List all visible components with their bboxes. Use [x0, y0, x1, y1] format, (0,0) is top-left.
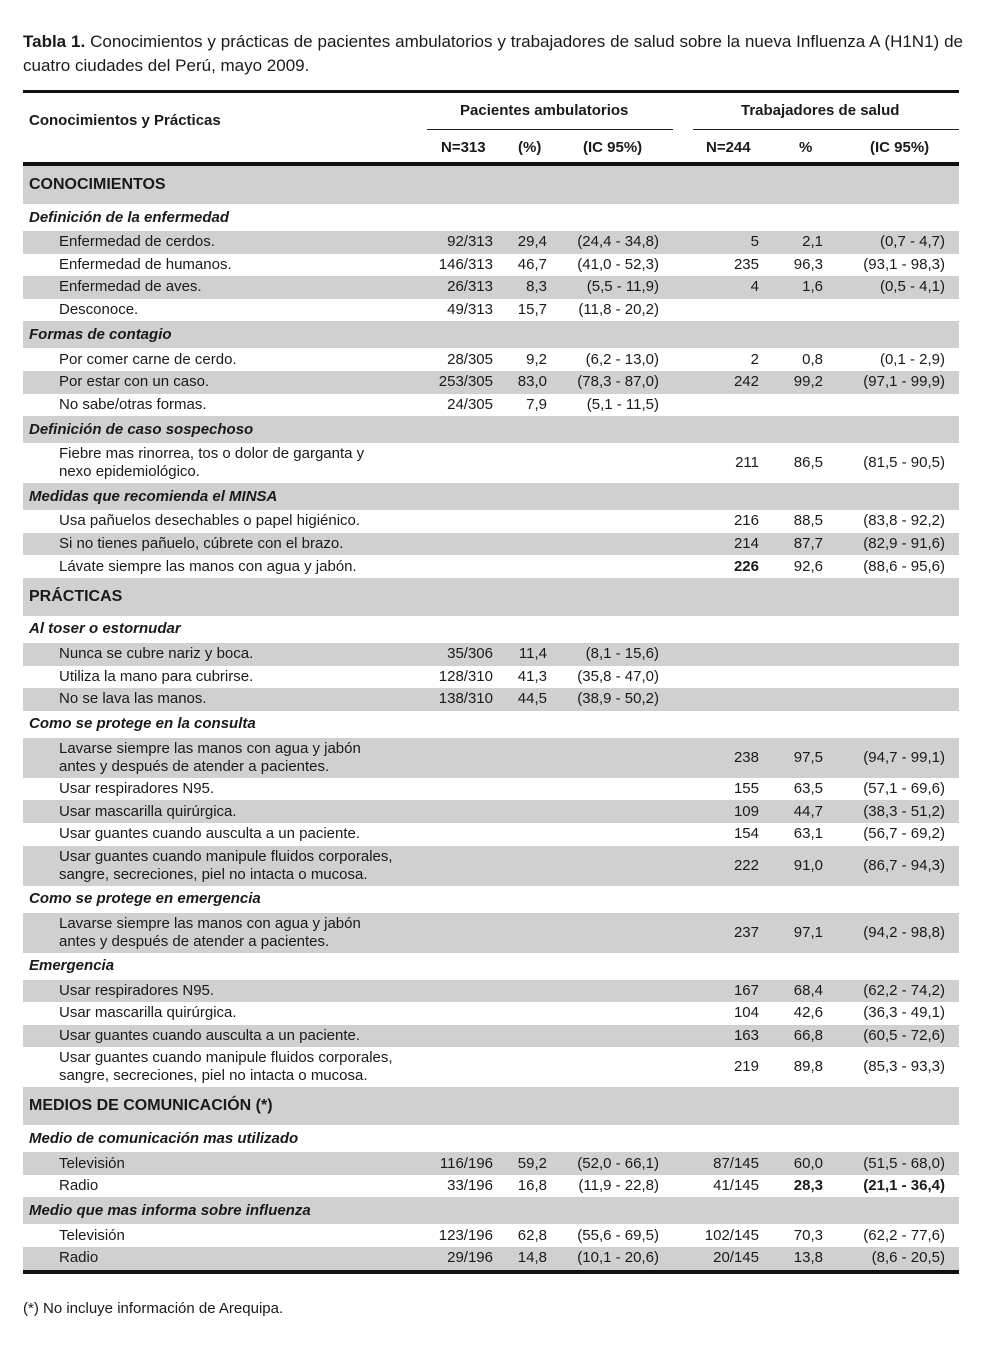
cell-ci-patients: (55,6 - 69,5)	[577, 1226, 659, 1244]
table-body	[23, 166, 959, 1270]
cell-ci-workers: (85,3 - 93,3)	[863, 1058, 945, 1076]
table-row	[23, 231, 959, 254]
row-label: Utiliza la mano para cubrirse.	[59, 667, 254, 685]
subsection-row	[23, 953, 959, 980]
cell-ci-workers: (51,5 - 68,0)	[863, 1154, 945, 1172]
cell-n-workers: 242	[733, 373, 759, 391]
row-label: Televisión	[59, 1154, 125, 1172]
section-label: MEDIOS DE COMUNICACIÓN (*)	[29, 1097, 273, 1115]
cell-n-patients: 123/196	[438, 1226, 493, 1244]
row-label: Usar respiradores N95.	[59, 981, 215, 999]
cell-pct-workers: 88,5	[793, 512, 823, 530]
cell-n-workers: 104	[733, 1004, 759, 1022]
cell-n-patients: 35/306	[447, 645, 493, 663]
caption-text: Conocimientos y prácticas de pacientes ambulatorios y trabajadores de salud sobre la nueva Influenza A (H1N1) de cuatro ciudades del Perú, mayo 2009.	[23, 32, 963, 75]
table-row	[23, 1025, 959, 1048]
cell-pct-workers: 87,7	[793, 535, 823, 553]
cell-n-workers: 238	[733, 748, 759, 766]
cell-ci-patients: (8,1 - 15,6)	[585, 645, 659, 663]
cell-pct-workers: 13,8	[793, 1249, 823, 1267]
row-label: No sabe/otras formas.	[59, 395, 207, 413]
cell-ci-workers: (21,1 - 36,4)	[863, 1177, 945, 1195]
subsection-label: Como se protege en emergencia	[29, 890, 261, 907]
row-label: No se lava las manos.	[59, 690, 207, 708]
table-row	[23, 666, 959, 689]
cell-ci-workers: (0,1 - 2,9)	[879, 350, 945, 368]
cell-n-workers: 235	[733, 255, 759, 273]
row-label: Radio	[59, 1249, 99, 1267]
cell-n-patients: 146/313	[438, 255, 493, 273]
subsection-row	[23, 416, 959, 443]
col-header-pct-workers: %	[799, 139, 813, 156]
section-label: CONOCIMIENTOS	[29, 176, 166, 193]
cell-n-patients: 116/196	[439, 1154, 493, 1172]
cell-ci-workers: (83,8 - 92,2)	[863, 512, 945, 530]
cell-pct-workers: 96,3	[793, 255, 823, 273]
row-label: Usar guantes cuando manipule fluidos corporales, sangre, secreciones, piel no intacta o mucosa.	[59, 1049, 393, 1085]
table-row	[23, 688, 959, 711]
cell-ci-workers: (97,1 - 99,9)	[863, 373, 945, 391]
table-row	[23, 823, 959, 846]
cell-pct-workers: 44,7	[793, 802, 823, 820]
col-header-ci-patients: (IC 95%)	[583, 139, 643, 156]
row-label: Usa pañuelos desechables o papel higiénico.	[59, 512, 361, 530]
cell-ci-workers: (94,2 - 98,8)	[863, 923, 945, 941]
cell-n-workers: 41/145	[713, 1177, 759, 1195]
col-header-n-patients: N=313	[441, 139, 486, 156]
cell-n-workers: 167	[733, 981, 759, 999]
row-label: Usar guantes cuando ausculta a un paciente.	[59, 825, 361, 843]
row-label: Por estar con un caso.	[59, 373, 210, 391]
row-label: Lavarse siempre las manos con agua y jabón antes y después de atender a pacientes.	[59, 739, 361, 775]
table-row	[23, 276, 959, 299]
col-header-ci-workers: (IC 95%)	[870, 139, 930, 156]
cell-ci-workers: (62,2 - 77,6)	[863, 1226, 945, 1244]
row-label: Enfermedad de humanos.	[59, 255, 232, 273]
row-label: Usar mascarilla quirúrgica.	[59, 1004, 237, 1022]
cell-ci-patients: (5,1 - 11,5)	[586, 395, 659, 413]
cell-pct-workers: 97,1	[793, 923, 823, 941]
table-row	[23, 1002, 959, 1025]
table-row	[23, 980, 959, 1003]
table-row	[23, 394, 959, 417]
cell-ci-patients: (6,2 - 13,0)	[585, 350, 659, 368]
cell-n-workers: 214	[733, 535, 759, 553]
header-row-columns	[23, 130, 959, 162]
cell-ci-workers: (57,1 - 69,6)	[863, 780, 945, 798]
cell-n-patients: 33/196	[447, 1177, 493, 1195]
cell-ci-patients: (11,8 - 20,2)	[578, 301, 659, 319]
cell-n-workers: 154	[733, 825, 759, 843]
subsection-label: Definición de caso sospechoso	[29, 420, 254, 438]
cell-n-workers: 102/145	[704, 1226, 759, 1244]
table-row	[23, 371, 959, 394]
cell-ci-patients: (35,8 - 47,0)	[577, 667, 659, 685]
subsection-label: Medidas que recomienda el MINSA	[29, 487, 278, 505]
subsection-row	[23, 616, 959, 643]
cell-ci-workers: (86,7 - 94,3)	[863, 856, 945, 874]
table-row	[23, 1047, 959, 1087]
table-caption	[23, 30, 963, 78]
cell-n-workers: 222	[733, 856, 759, 874]
cell-pct-workers: 92,6	[793, 557, 823, 575]
row-label: Lávate siempre las manos con agua y jabón.	[59, 557, 357, 575]
row-label: Si no tienes pañuelo, cúbrete con el brazo.	[59, 535, 344, 553]
section-row	[23, 166, 959, 204]
row-label: Televisión	[59, 1226, 125, 1244]
cell-pct-workers: 66,8	[793, 1026, 823, 1044]
data-table	[23, 90, 959, 1274]
cell-ci-workers: (81,5 - 90,5)	[863, 454, 945, 472]
cell-ci-patients: (78,3 - 87,0)	[577, 373, 659, 391]
subsection-row	[23, 483, 959, 510]
cell-pct-workers: 86,5	[793, 454, 823, 472]
cell-ci-workers: (88,6 - 95,6)	[863, 557, 945, 575]
section-label: PRÁCTICAS	[29, 587, 123, 605]
cell-pct-patients: 11,4	[518, 645, 547, 663]
subsection-label: Formas de contagio	[29, 325, 172, 343]
cell-ci-workers: (8,6 - 20,5)	[871, 1249, 945, 1267]
row-label: Desconoce.	[59, 301, 139, 319]
header-row-label: Conocimientos y Prácticas	[29, 112, 221, 129]
table-row	[23, 800, 959, 823]
table-row	[23, 348, 959, 371]
cell-n-workers: 87/145	[713, 1154, 759, 1172]
cell-pct-patients: 16,8	[517, 1177, 547, 1195]
cell-n-workers: 4	[750, 278, 759, 296]
cell-ci-workers: (0,5 - 4,1)	[879, 278, 945, 296]
cell-ci-workers: (56,7 - 69,2)	[863, 825, 945, 843]
row-label: Usar mascarilla quirúrgica.	[59, 802, 237, 820]
cell-pct-patients: 29,4	[517, 233, 547, 251]
cell-pct-patients: 7,9	[526, 395, 547, 413]
table-row	[23, 1152, 959, 1175]
section-row	[23, 578, 959, 616]
caption-label: Tabla 1.	[23, 32, 86, 51]
col-header-pct-patients: (%)	[518, 139, 542, 156]
table-row	[23, 510, 959, 533]
table-row	[23, 299, 959, 322]
row-label: Usar guantes cuando manipule fluidos corporales, sangre, secreciones, piel no intacta o mucosa.	[59, 847, 393, 883]
cell-n-patients: 253/305	[438, 373, 493, 391]
cell-pct-patients: 83,0	[517, 373, 547, 391]
footnote: (*) No incluye información de Arequipa.	[23, 1300, 284, 1317]
table-row	[23, 533, 959, 556]
subsection-label: Medio que mas informa sobre influenza	[29, 1201, 311, 1219]
cell-pct-workers: 1,6	[802, 278, 823, 296]
cell-ci-workers: (94,7 - 99,1)	[863, 748, 945, 766]
cell-pct-workers: 68,4	[793, 981, 823, 999]
cell-n-patients: 24/305	[447, 395, 493, 413]
table-row	[23, 555, 959, 578]
cell-ci-patients: (11,9 - 22,8)	[578, 1177, 659, 1195]
table-row	[23, 254, 959, 277]
cell-pct-workers: 63,1	[793, 825, 823, 843]
cell-n-workers: 5	[750, 233, 759, 251]
subsection-row	[23, 204, 959, 231]
cell-n-workers: 237	[733, 923, 759, 941]
cell-pct-workers: 0,8	[802, 350, 823, 368]
table-row	[23, 778, 959, 801]
subsection-label: Emergencia	[29, 957, 115, 974]
cell-pct-workers: 91,0	[793, 856, 823, 874]
cell-pct-workers: 97,5	[793, 748, 823, 766]
cell-ci-workers: (0,7 - 4,7)	[879, 233, 945, 251]
header-group-patients: Pacientes ambulatorios	[460, 102, 629, 119]
cell-pct-patients: 46,7	[517, 255, 547, 273]
cell-ci-workers: (62,2 - 74,2)	[863, 981, 945, 999]
cell-n-workers: 20/145	[713, 1249, 759, 1267]
cell-ci-workers: (36,3 - 49,1)	[863, 1004, 945, 1022]
cell-ci-workers: (82,9 - 91,6)	[863, 535, 945, 553]
cell-pct-workers: 28,3	[793, 1177, 823, 1195]
subsection-label: Definición de la enfermedad	[29, 208, 230, 226]
cell-n-workers: 155	[733, 780, 759, 798]
cell-pct-patients: 41,3	[517, 667, 547, 685]
table-row	[23, 1224, 959, 1247]
row-label: Fiebre mas rinorrea, tos o dolor de garganta y nexo epidemiológico.	[59, 445, 365, 481]
cell-ci-workers: (60,5 - 72,6)	[863, 1026, 945, 1044]
col-header-n-workers: N=244	[706, 139, 751, 156]
table-row	[23, 1247, 959, 1270]
cell-pct-workers: 60,0	[793, 1154, 823, 1172]
cell-ci-workers: (38,3 - 51,2)	[863, 802, 945, 820]
cell-pct-workers: 70,3	[793, 1226, 823, 1244]
table-row	[23, 738, 959, 778]
cell-pct-patients: 44,5	[517, 690, 547, 708]
subsection-row	[23, 321, 959, 348]
row-label: Por comer carne de cerdo.	[59, 350, 237, 368]
cell-ci-patients: (52,0 - 66,1)	[577, 1154, 659, 1172]
cell-n-patients: 49/313	[447, 301, 493, 319]
cell-n-workers: 211	[735, 454, 759, 472]
row-label: Lavarse siempre las manos con agua y jabón antes y después de atender a pacientes.	[59, 914, 361, 950]
cell-n-patients: 128/310	[438, 667, 493, 685]
subsection-row	[23, 886, 959, 913]
cell-ci-patients: (10,1 - 20,6)	[577, 1249, 659, 1267]
cell-pct-patients: 9,2	[526, 350, 547, 368]
cell-n-patients: 26/313	[447, 278, 493, 296]
subsection-row	[23, 1197, 959, 1224]
cell-n-workers: 219	[733, 1058, 759, 1076]
cell-pct-workers: 42,6	[793, 1004, 823, 1022]
cell-ci-patients: (24,4 - 34,8)	[577, 233, 659, 251]
cell-ci-patients: (5,5 - 11,9)	[586, 278, 659, 296]
table-row	[23, 443, 959, 483]
table-row	[23, 913, 959, 953]
cell-pct-patients: 15,7	[517, 301, 547, 319]
cell-pct-patients: 59,2	[517, 1154, 547, 1172]
table-row	[23, 1175, 959, 1198]
row-label: Enfermedad de aves.	[59, 278, 202, 296]
cell-pct-workers: 99,2	[793, 373, 823, 391]
cell-pct-workers: 89,8	[793, 1058, 823, 1076]
cell-ci-patients: (41,0 - 52,3)	[577, 255, 659, 273]
cell-pct-patients: 14,8	[517, 1249, 547, 1267]
cell-n-patients: 138/310	[438, 690, 493, 708]
cell-n-workers: 216	[733, 512, 759, 530]
section-row	[23, 1087, 959, 1125]
cell-n-workers: 2	[750, 350, 759, 368]
cell-n-workers: 109	[733, 802, 759, 820]
cell-pct-workers: 63,5	[793, 780, 823, 798]
subsection-label: Al toser o estornudar	[29, 620, 181, 638]
row-label: Radio	[59, 1177, 99, 1195]
table-row	[23, 846, 959, 886]
cell-n-workers: 226	[733, 557, 759, 575]
subsection-row	[23, 1125, 959, 1152]
header-row-groups	[23, 93, 959, 130]
cell-n-patients: 29/196	[447, 1249, 493, 1267]
header-group-workers: Trabajadores de salud	[741, 102, 900, 119]
cell-ci-workers: (93,1 - 98,3)	[863, 255, 945, 273]
cell-pct-patients: 62,8	[517, 1226, 547, 1244]
cell-n-workers: 163	[733, 1026, 759, 1044]
cell-n-patients: 28/305	[447, 350, 493, 368]
cell-pct-patients: 8,3	[526, 278, 547, 296]
row-label: Nunca se cubre nariz y boca.	[59, 645, 254, 663]
subsection-row	[23, 711, 959, 738]
bottom-rule	[23, 1270, 959, 1274]
table-row	[23, 643, 959, 666]
row-label: Usar guantes cuando ausculta a un paciente.	[59, 1026, 361, 1044]
row-label: Enfermedad de cerdos.	[59, 233, 215, 251]
cell-n-patients: 92/313	[447, 233, 493, 251]
cell-pct-workers: 2,1	[802, 233, 823, 251]
row-label: Usar respiradores N95.	[59, 780, 215, 798]
subsection-label: Medio de comunicación mas utilizado	[29, 1129, 299, 1147]
subsection-label: Como se protege en la consulta	[29, 715, 256, 733]
cell-ci-patients: (38,9 - 50,2)	[577, 690, 659, 708]
